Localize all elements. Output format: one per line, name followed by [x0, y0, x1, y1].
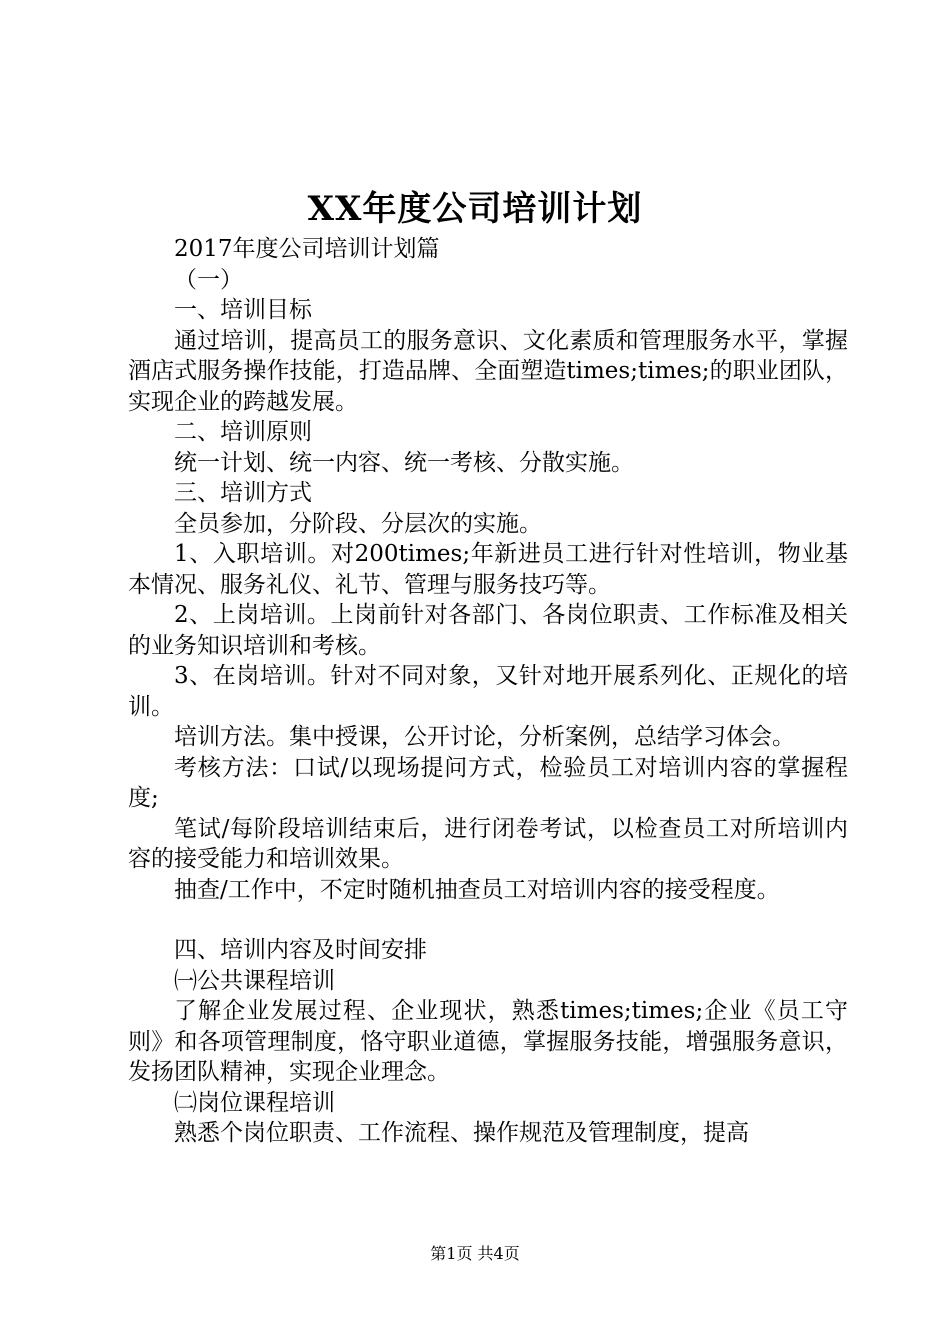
paragraph-assessment-oral: 考核方法：口试/以现场提问方式，检验员工对培训内容的掌握程度;: [128, 754, 848, 811]
page-footer: 第1页 共4页: [430, 1244, 520, 1263]
paragraph-principle: 统一计划、统一内容、统一考核、分散实施。: [174, 449, 634, 476]
paragraph-method: 全员参加，分阶段、分层次的实施。: [174, 510, 542, 537]
section-heading-principle: 二、培训原则: [174, 419, 312, 445]
document-body: [128, 234, 848, 1149]
paragraph-pre-job-training: 2、上岗培训。上岗前针对各部门、各岗位职责、工作标准及相关的业务知识培训和考核。: [128, 602, 848, 659]
paragraph-gap: [128, 905, 848, 935]
paragraph-part-one: （一）: [174, 266, 243, 293]
paragraph-onboarding-training: 1、入职培训。对200times;年新进员工进行针对性培训，物业基本情况、服务礼仪、礼节、管理与服务技巧等。: [128, 541, 848, 598]
paragraph-goal: 通过培训，提高员工的服务意识、文化素质和管理服务水平，掌握酒店式服务操作技能，打造品牌、全面塑造times;times;的职业团队，实现企业的跨越发展。: [128, 327, 848, 415]
document-title: XX年度公司培训计划: [307, 189, 643, 229]
section-heading-method: 三、培训方式: [174, 480, 312, 506]
subheading-public-courses: ㈠公共课程培训: [174, 967, 335, 994]
paragraph-heading-2017: 2017年度公司培训计划篇: [174, 236, 440, 262]
section-heading-content-schedule: 四、培训内容及时间安排: [174, 937, 427, 963]
paragraph-position-courses: 熟悉个岗位职责、工作流程、操作规范及管理制度，提高: [174, 1120, 749, 1146]
paragraph-on-job-training: 3、在岗培训。针对不同对象，又针对地开展系列化、正规化的培训。: [128, 663, 848, 720]
paragraph-assessment-written: 笔试/每阶段培训结束后，进行闭卷考试，以检查员工对所培训内容的接受能力和培训效果。: [128, 815, 848, 872]
paragraph-training-methods: 培训方法。集中授课，公开讨论，分析案例，总结学习体会。: [174, 724, 795, 750]
paragraph-assessment-spot-check: 抽查/工作中，不定时随机抽查员工对培训内容的接受程度。: [174, 876, 780, 903]
section-heading-goal: 一、培训目标: [174, 297, 312, 323]
subheading-position-courses: ㈡岗位课程培训: [174, 1089, 335, 1116]
paragraph-public-courses: 了解企业发展过程、企业现状，熟悉times;times;企业《员工守则》和各项管理制度，恪守职业道德，掌握服务技能，增强服务意识，发扬团队精神，实现企业理念。: [128, 998, 848, 1085]
